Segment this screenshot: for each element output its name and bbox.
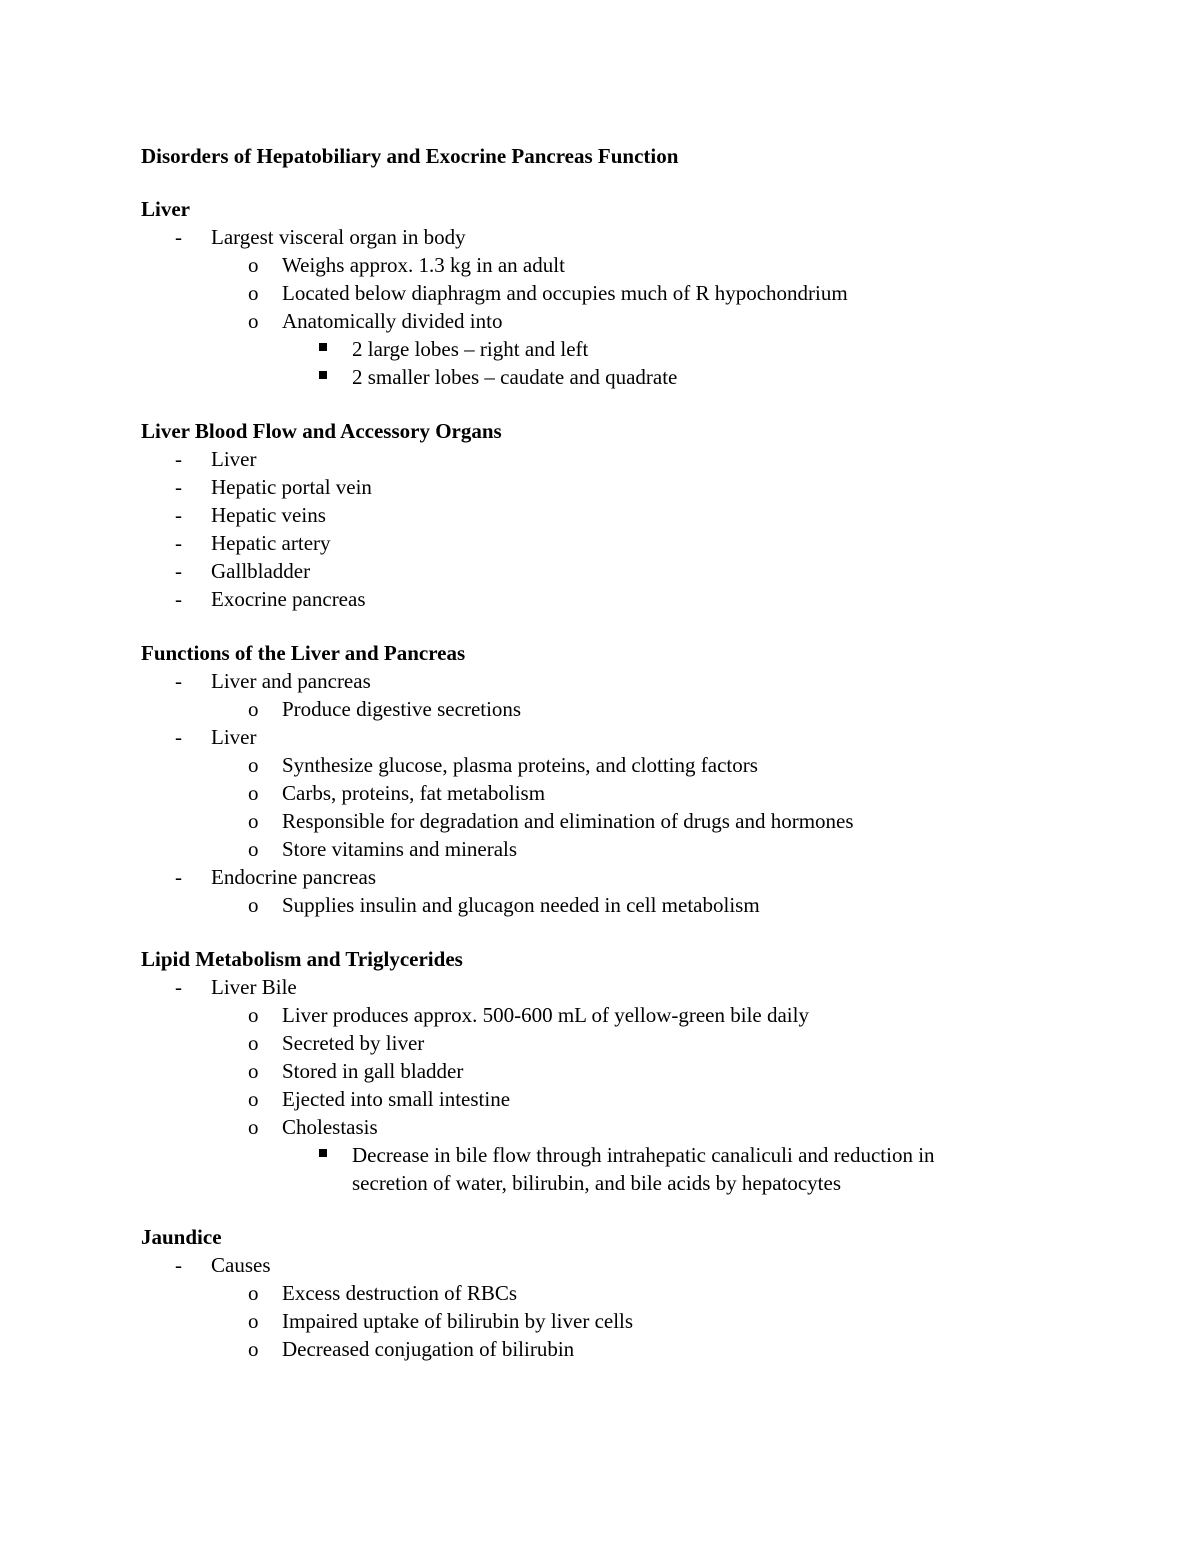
square-bullet-icon [319, 371, 327, 379]
list-item [141, 335, 1012, 363]
list-item-text: Ejected into small intestine [282, 1087, 511, 1111]
list-item [141, 695, 1200, 723]
list-item-text: Hepatic artery [211, 531, 331, 555]
list-item [141, 445, 1200, 473]
list-item-text: Exocrine pancreas [211, 587, 366, 611]
list-item [141, 723, 1200, 751]
dash-bullet: - [175, 475, 182, 499]
circle-bullet: o [248, 837, 259, 861]
circle-bullet: o [248, 809, 259, 833]
list-item [141, 1029, 1200, 1057]
list-item-text: Liver [211, 447, 257, 471]
list-item-text: Produce digestive secretions [282, 697, 522, 721]
list-item-text: 2 smaller lobes – caudate and quadrate [352, 365, 678, 389]
list-item-text: Located below diaphragm and occupies much of R hypochondrium [282, 281, 848, 305]
list-item [141, 1057, 1200, 1085]
circle-bullet: o [248, 753, 259, 777]
list-item-text: Carbs, proteins, fat metabolism [282, 781, 546, 805]
circle-bullet: o [248, 1281, 259, 1305]
list-item [141, 279, 1200, 307]
square-bullet-icon [319, 343, 327, 351]
list-item [141, 307, 1200, 335]
list-item-text: Anatomically divided into [282, 309, 503, 333]
list-item-text: Liver Bile [211, 975, 297, 999]
list-item-text: Causes [211, 1253, 271, 1277]
list-item-text: Decrease in bile flow through intrahepatic canaliculi and reduction in secretion of water, bilirubin, and bile acids by hepatocytes [352, 1143, 935, 1195]
list-item [141, 835, 1200, 863]
list-item [141, 501, 1200, 529]
list-item-text: Hepatic portal vein [211, 475, 372, 499]
section [141, 640, 1200, 919]
list-item [141, 251, 1200, 279]
dash-bullet: - [175, 1253, 182, 1277]
circle-bullet: o [248, 1003, 259, 1027]
section [141, 946, 1200, 1197]
circle-bullet: o [248, 697, 259, 721]
circle-bullet: o [248, 1031, 259, 1055]
list-item-text: Synthesize glucose, plasma proteins, and clotting factors [282, 753, 758, 777]
dash-bullet: - [175, 531, 182, 555]
list-item [141, 1251, 1200, 1279]
circle-bullet: o [248, 781, 259, 805]
list-item [141, 1001, 1200, 1029]
list-item-text: Liver and pancreas [211, 669, 371, 693]
dash-bullet: - [175, 559, 182, 583]
list-item-text: 2 large lobes – right and left [352, 337, 589, 361]
dash-bullet: - [175, 503, 182, 527]
list-item-text: Supplies insulin and glucagon needed in cell metabolism [282, 893, 760, 917]
section-heading: Liver [141, 197, 190, 221]
circle-bullet: o [248, 1059, 259, 1083]
dash-bullet: - [175, 975, 182, 999]
circle-bullet: o [248, 1337, 259, 1361]
list-item [141, 891, 1200, 919]
list-item [141, 863, 1200, 891]
list-item [141, 473, 1200, 501]
list-item-text: Responsible for degradation and elimination of drugs and hormones [282, 809, 854, 833]
dash-bullet: - [175, 225, 182, 249]
dash-bullet: - [175, 447, 182, 471]
list-item [141, 1113, 1200, 1141]
circle-bullet: o [248, 253, 259, 277]
list-item [141, 585, 1200, 613]
circle-bullet: o [248, 1115, 259, 1139]
list-item [141, 1279, 1200, 1307]
list-item-text: Excess destruction of RBCs [282, 1281, 518, 1305]
list-item-text: Weighs approx. 1.3 kg in an adult [282, 253, 565, 277]
section-heading: Functions of the Liver and Pancreas [141, 641, 466, 665]
list-item [141, 973, 1200, 1001]
list-item-text: Secreted by liver [282, 1031, 425, 1055]
document-title: Disorders of Hepatobiliary and Exocrine Pancreas Function [141, 144, 679, 168]
dash-bullet: - [175, 669, 182, 693]
dash-bullet: - [175, 865, 182, 889]
list-item [141, 1141, 1012, 1197]
section-heading: Liver Blood Flow and Accessory Organs [141, 419, 502, 443]
document-body [141, 196, 1200, 1363]
list-item-text: Stored in gall bladder [282, 1059, 464, 1083]
list-item [141, 807, 1200, 835]
list-item [141, 1307, 1200, 1335]
circle-bullet: o [248, 1309, 259, 1333]
square-bullet-icon [319, 1149, 327, 1157]
section [141, 1224, 1200, 1363]
list-item [141, 779, 1200, 807]
list-item-text: Gallbladder [211, 559, 311, 583]
section-heading: Lipid Metabolism and Triglycerides [141, 947, 463, 971]
list-item-text: Liver produces approx. 500-600 mL of yellow-green bile daily [282, 1003, 809, 1027]
dash-bullet: - [175, 725, 182, 749]
circle-bullet: o [248, 893, 259, 917]
section [141, 418, 1200, 613]
list-item [141, 223, 1200, 251]
list-item-text: Hepatic veins [211, 503, 326, 527]
list-item [141, 751, 1200, 779]
list-item [141, 557, 1200, 585]
list-item-text: Cholestasis [282, 1115, 378, 1139]
list-item-text: Largest visceral organ in body [211, 225, 466, 249]
section-heading: Jaundice [141, 1225, 222, 1249]
list-item-text: Liver [211, 725, 257, 749]
list-item-text: Store vitamins and minerals [282, 837, 518, 861]
list-item [141, 1335, 1200, 1363]
list-item [141, 667, 1200, 695]
list-item-text: Impaired uptake of bilirubin by liver cells [282, 1309, 634, 1333]
section [141, 196, 1200, 391]
circle-bullet: o [248, 309, 259, 333]
circle-bullet: o [248, 1087, 259, 1111]
list-item [141, 363, 1012, 391]
list-item-text: Endocrine pancreas [211, 865, 376, 889]
dash-bullet: - [175, 587, 182, 611]
list-item [141, 529, 1200, 557]
circle-bullet: o [248, 281, 259, 305]
list-item-text: Decreased conjugation of bilirubin [282, 1337, 575, 1361]
list-item [141, 1085, 1200, 1113]
